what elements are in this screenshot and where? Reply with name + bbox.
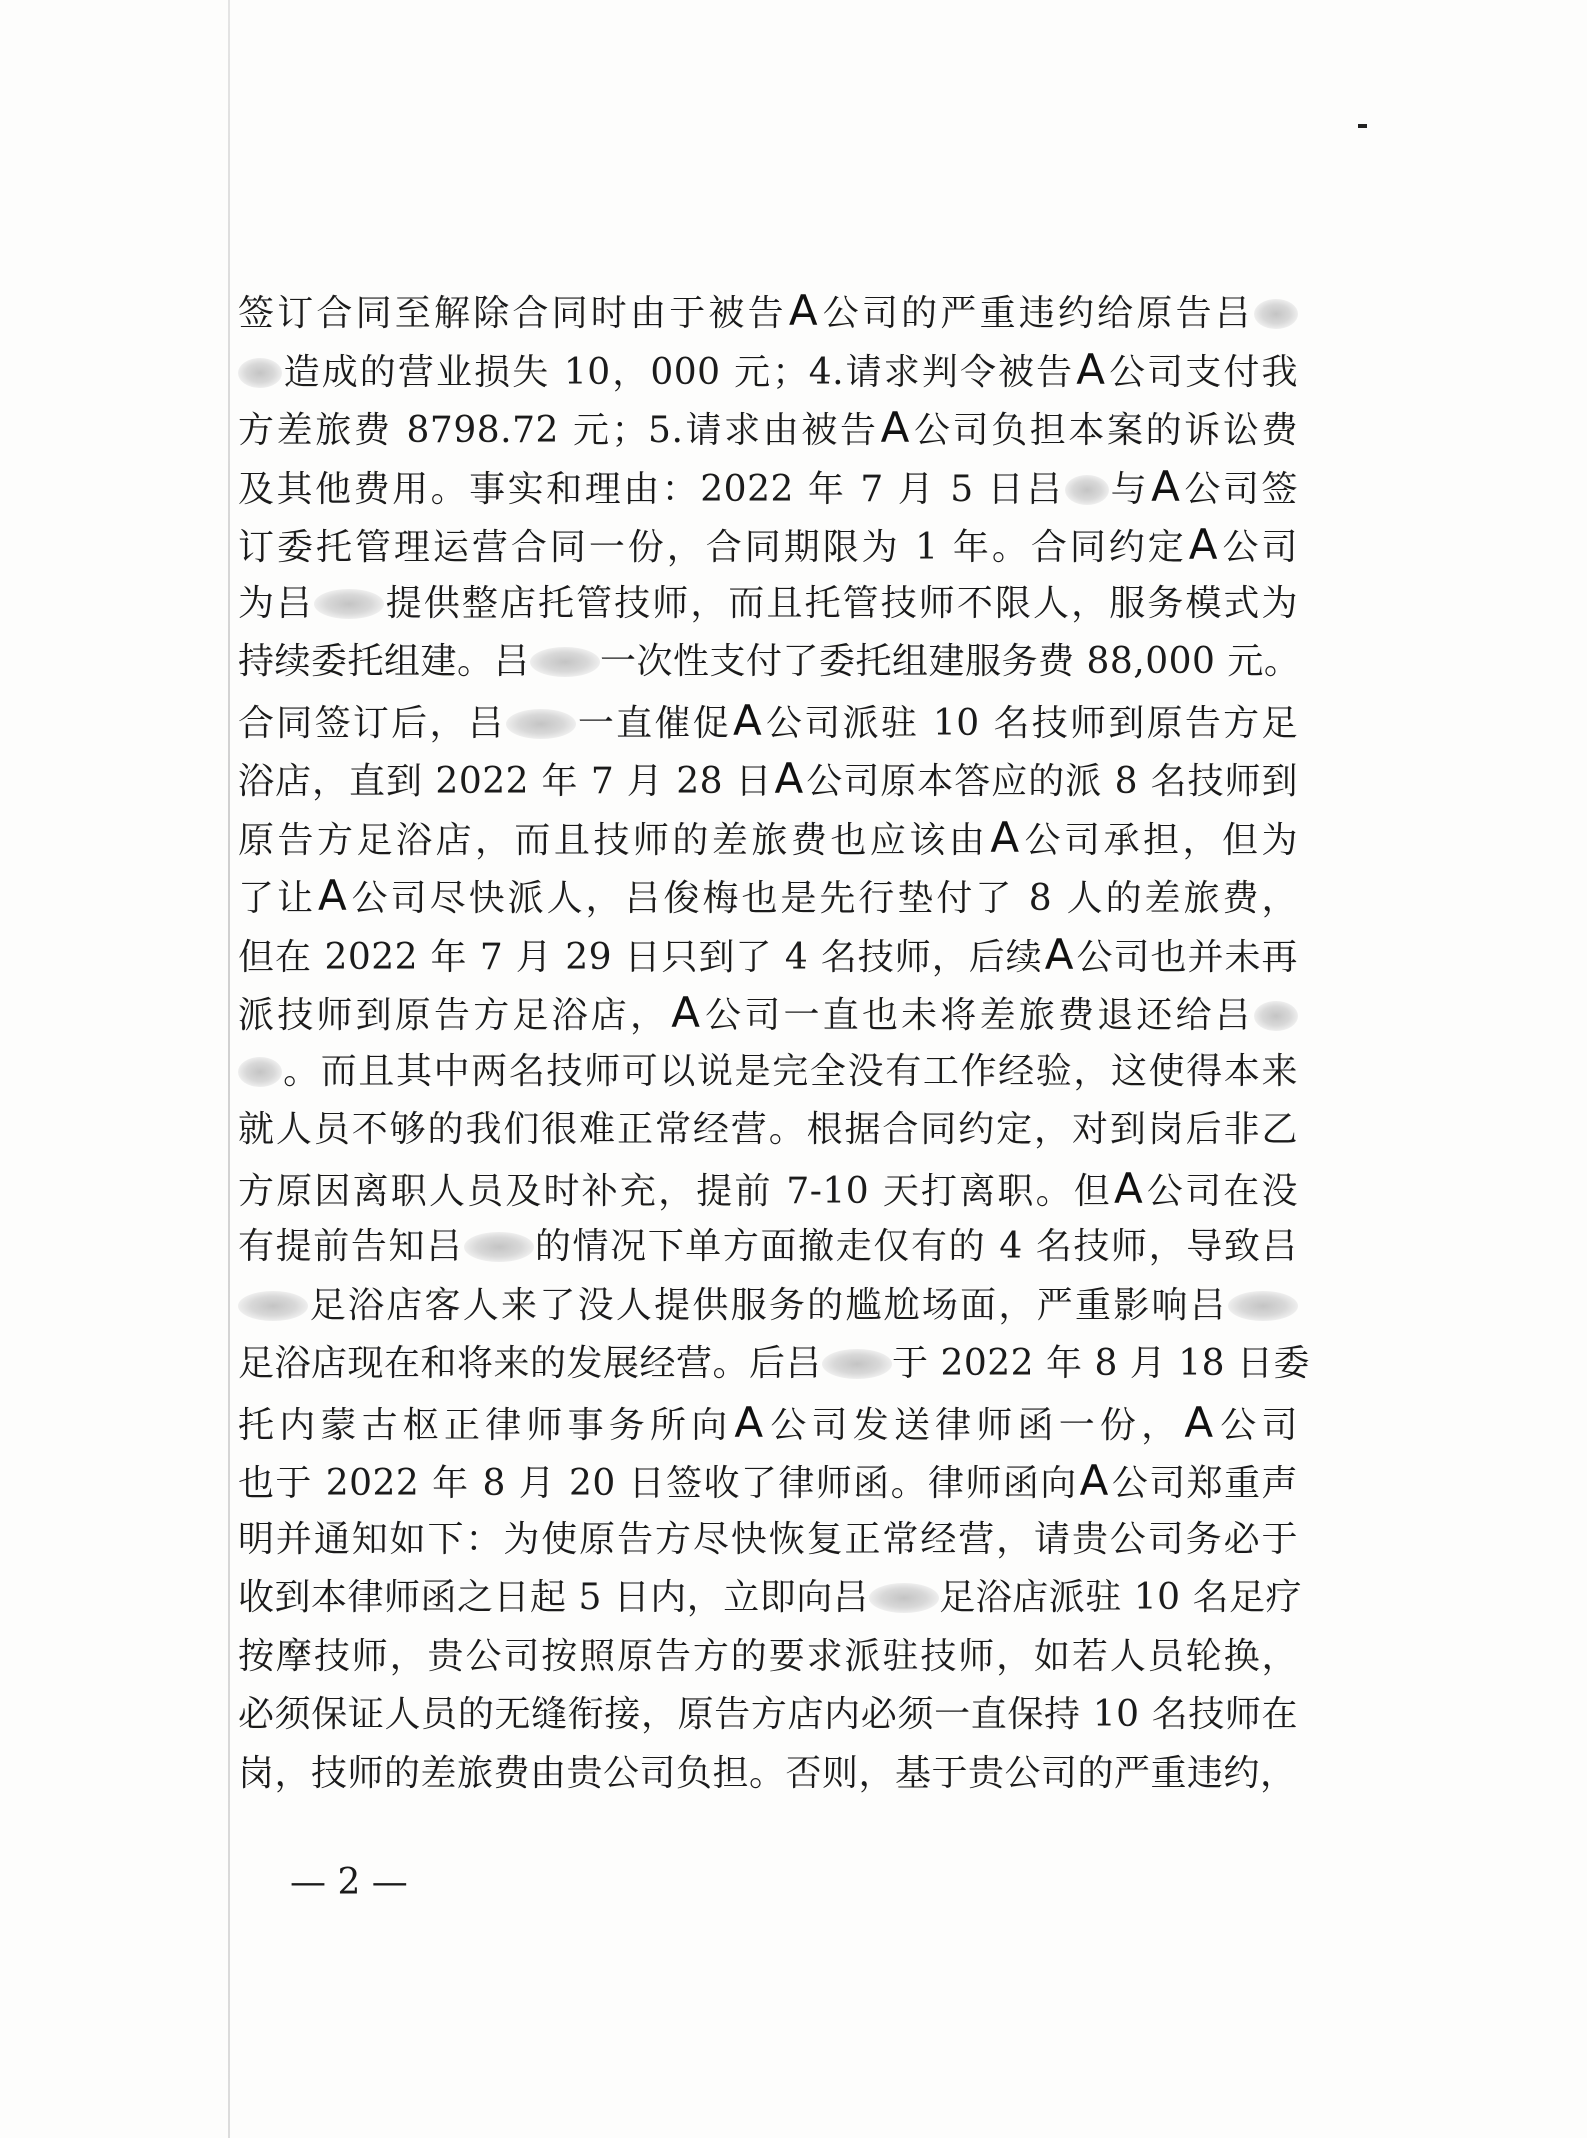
- redaction-letter-a: A: [671, 988, 701, 1037]
- text-segment: 的情况下单方面撤走仅有的 4 名技师，导致吕: [533, 1226, 1298, 1267]
- text-segment: 公司派驻 10 名技师到原告方足: [764, 702, 1298, 744]
- redaction-blur: [822, 1349, 892, 1379]
- text-line: [238, 867, 1298, 926]
- body-text: [238, 282, 1311, 1803]
- text-segment: 收到本律师函之日起 5 日内，立即向吕: [238, 1577, 870, 1618]
- text-segment: 订委托管理运营合同一份，合同期限为 1 年。合同约定: [238, 527, 1187, 568]
- text-line: [238, 458, 1298, 517]
- redaction-letter-a: A: [734, 1397, 764, 1447]
- redaction-blur: [1254, 299, 1298, 329]
- text-segment: 公司原本答应的派 8 名技师到: [805, 761, 1298, 802]
- text-line: [238, 399, 1298, 458]
- text-line: [238, 926, 1298, 985]
- text-segment: 公司: [1220, 527, 1298, 568]
- redaction-blur: [1065, 475, 1109, 505]
- text-segment: 合同签订后，吕: [238, 702, 507, 744]
- text-segment: 提供整店托管技师，而且托管技师不限人，服务模式为: [384, 582, 1298, 624]
- text-segment: 公司也并未再: [1075, 936, 1298, 978]
- text-line: [238, 1745, 1298, 1804]
- text-line: [238, 341, 1298, 400]
- text-segment: 足浴店客人来了没人提供服务的尴尬场面，严重影响吕: [308, 1284, 1228, 1326]
- redaction-letter-a: A: [732, 695, 763, 745]
- text-segment: 造成的营业损失 10，000 元；4.请求判令被告: [282, 351, 1075, 393]
- text-line: [238, 575, 1298, 634]
- redaction-letter-a: A: [880, 403, 910, 452]
- redaction-blur: [869, 1583, 939, 1613]
- page-number: — 2 —: [290, 1862, 408, 1903]
- redaction-blur: [238, 1291, 308, 1321]
- redaction-letter-a: A: [1188, 520, 1219, 569]
- page-binding-edge: [228, 0, 230, 2138]
- text-segment: 公司在没: [1145, 1170, 1298, 1212]
- text-segment: 公司一直也未将差旅费退还给吕: [702, 995, 1254, 1036]
- text-segment: 为吕: [238, 582, 315, 624]
- redaction-blur: [464, 1232, 534, 1262]
- corner-mark: [1358, 124, 1367, 128]
- text-line: [238, 1569, 1302, 1628]
- text-segment: 于 2022 年 8 月 18 日委: [892, 1343, 1311, 1384]
- text-line: [238, 1335, 1311, 1394]
- text-segment: 但在 2022 年 7 月 29 日只到了 4 名技师，后续: [238, 936, 1043, 978]
- redaction-blur: [530, 647, 600, 677]
- redaction-letter-a: A: [788, 286, 819, 335]
- text-segment: 有提前告知吕: [238, 1226, 464, 1267]
- text-segment: 方原因离职人员及时补充，提前 7-10 天打离职。但: [238, 1170, 1112, 1212]
- text-segment: 公司尽快派人，吕俊梅也是先行垫付了 8 人的差旅费，: [349, 878, 1298, 919]
- text-segment: 浴店，直到 2022 年 7 月 28 日: [238, 761, 773, 802]
- redaction-blur: [506, 709, 576, 739]
- text-line: [238, 1452, 1298, 1511]
- text-segment: 公司: [1215, 1404, 1298, 1446]
- text-segment: 持续委托组建。吕: [238, 641, 531, 682]
- redaction-letter-a: A: [990, 812, 1020, 862]
- text-segment: 必须保证人员的无缝衔接，原告方店内必须一直保持 10 名技师在: [238, 1694, 1298, 1735]
- text-line: [238, 1218, 1298, 1277]
- text-line: [238, 633, 1301, 692]
- text-line: [238, 1628, 1298, 1687]
- redaction-letter-a: A: [1044, 929, 1074, 979]
- redaction-blur: [238, 358, 282, 388]
- text-segment: 及其他费用。事实和理由：2022 年 7 月 5 日吕: [238, 468, 1065, 510]
- text-segment: 了让: [238, 878, 316, 919]
- text-line: [238, 1394, 1298, 1453]
- redaction-letter-a: A: [317, 871, 348, 920]
- redaction-letter-a: A: [1151, 461, 1181, 511]
- text-line: [238, 1101, 1298, 1160]
- redaction-letter-a: A: [774, 754, 804, 803]
- text-segment: 与: [1108, 468, 1150, 510]
- text-line: [238, 516, 1298, 575]
- text-segment: 按摩技师，贵公司按照原告方的要求派驻技师，如若人员轮换，: [238, 1635, 1298, 1677]
- text-segment: 也于 2022 年 8 月 20 日签收了律师函。律师函向: [238, 1463, 1078, 1504]
- redaction-letter-a: A: [1079, 1456, 1109, 1505]
- text-line: [238, 1043, 1298, 1102]
- text-segment: 公司承担，但为: [1021, 819, 1298, 861]
- text-segment: 明并通知如下：为使原告方尽快恢复正常经营，请贵公司务必于: [238, 1518, 1298, 1560]
- text-line: [238, 1511, 1298, 1570]
- text-segment: 岗，技师的差旅费由贵公司负担。否则，基于贵公司的严重违约，: [238, 1752, 1297, 1794]
- text-segment: 托内蒙古枢正律师事务所向: [238, 1404, 733, 1446]
- text-line: [238, 1160, 1298, 1219]
- text-line: [238, 809, 1298, 868]
- text-segment: 公司的严重违约给原告吕: [820, 293, 1254, 334]
- text-segment: 足浴店现在和将来的发展经营。后吕: [238, 1343, 823, 1384]
- text-segment: 公司支付我: [1107, 351, 1298, 393]
- text-line: [238, 984, 1298, 1043]
- text-segment: 原告方足浴店，而且技师的差旅费也应该由: [238, 819, 989, 861]
- text-segment: 公司签: [1182, 468, 1298, 510]
- text-line: [238, 750, 1298, 809]
- text-line: [238, 282, 1298, 341]
- text-segment: 。而且其中两名技师可以说是完全没有工作经验，这使得本来: [282, 1050, 1298, 1092]
- text-segment: 公司郑重声: [1110, 1463, 1298, 1504]
- redaction-blur: [314, 589, 384, 619]
- redaction-blur: [238, 1057, 282, 1087]
- text-segment: 方差旅费 8798.72 元；5.请求由被告: [238, 410, 879, 451]
- text-segment: 公司负担本案的诉讼费: [911, 410, 1298, 451]
- text-line: [238, 1277, 1298, 1336]
- text-segment: 公司发送律师函一份，: [765, 1404, 1183, 1446]
- redaction-blur: [1254, 1001, 1298, 1031]
- redaction-letter-a: A: [1184, 1397, 1214, 1447]
- text-segment: 足浴店派驻 10 名足疗: [939, 1577, 1302, 1618]
- redaction-letter-a: A: [1113, 1163, 1144, 1213]
- text-segment: 就人员不够的我们很难正常经营。根据合同约定，对到岗后非乙: [238, 1109, 1298, 1150]
- text-segment: 一次性支付了委托组建服务费 88,000 元。: [600, 641, 1301, 682]
- text-segment: 签订合同至解除合同时由于被告: [238, 293, 787, 334]
- text-segment: 一直催促: [576, 702, 731, 744]
- text-line: [238, 1686, 1298, 1745]
- redaction-letter-a: A: [1076, 344, 1106, 394]
- redaction-blur: [1228, 1291, 1298, 1321]
- text-segment: 派技师到原告方足浴店，: [238, 995, 670, 1036]
- text-line: [238, 692, 1298, 751]
